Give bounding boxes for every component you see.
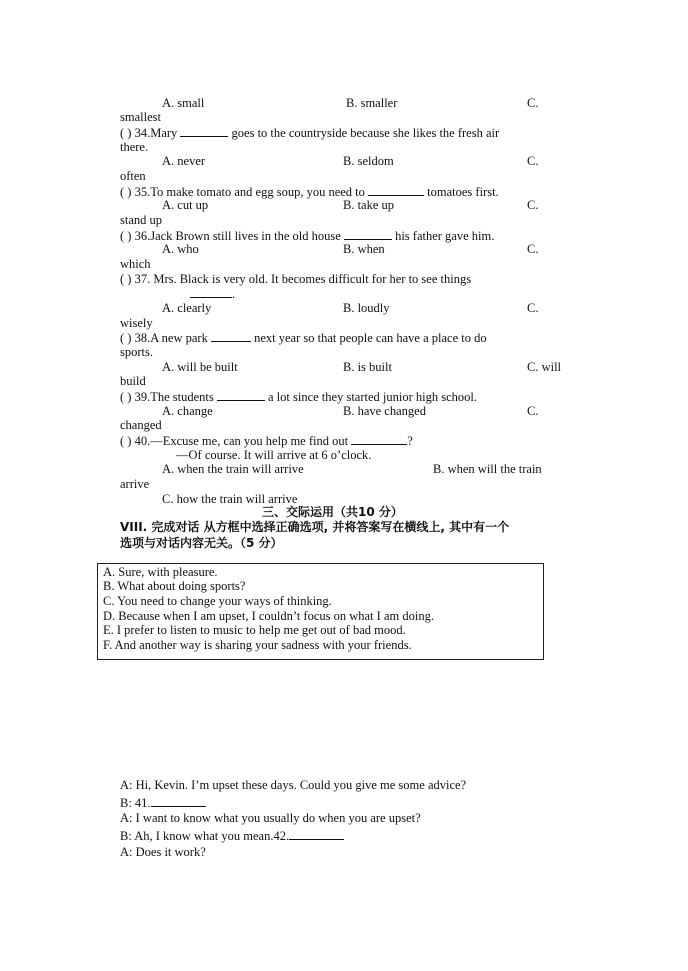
section-instruction-line1: VIII. 完成对话 从方框中选择正确选项, 并将答案写在横线上, 其中有一个 — [120, 520, 510, 534]
q38-stem: ( ) 38.A new park next year so that people can have a place to do — [120, 331, 487, 345]
q36-stem: ( ) 36.Jack Brown still lives in the old house his father gave him. — [120, 229, 495, 243]
q35-option-c-wrap: stand up — [120, 213, 163, 227]
dialogue-line-3: A: I want to know what you usually do when you are upset? — [120, 811, 421, 825]
q34-option-a: A. never — [162, 154, 206, 168]
q39-option-c-wrap: changed — [120, 418, 162, 432]
box-option-d: D. Because when I am upset, I couldn’t focus on what I am doing. — [103, 609, 434, 623]
q39-blank[interactable] — [217, 389, 265, 401]
q39-option-b: B. have changed — [343, 404, 426, 418]
q36-option-b: B. when — [343, 242, 385, 256]
q40-reply: —Of course. It will arrive at 6 o’clock. — [176, 448, 372, 462]
options-box — [97, 563, 544, 660]
q38-option-b: B. is built — [343, 360, 392, 374]
dialogue-line-5: A: Does it work? — [120, 845, 206, 859]
q34-stem-cont: there. — [120, 140, 149, 154]
q40-option-a: A. when the train will arrive — [162, 462, 304, 476]
q34-option-c: C. — [527, 154, 539, 168]
q39-option-a: A. change — [162, 404, 213, 418]
dialogue-line-2: B: 41. — [120, 795, 206, 811]
q38-option-c-wrap: build — [120, 374, 146, 388]
box-option-a: A. Sure, with pleasure. — [103, 565, 218, 579]
q39-option-c: C. — [527, 404, 539, 418]
q40-stem: ( ) 40.—Excuse me, can you help me find out ? — [120, 434, 413, 448]
q34-blank[interactable] — [180, 125, 228, 137]
q33-option-c-wrap: smallest — [120, 110, 161, 124]
q33-option-a: A. small — [162, 96, 205, 110]
q35-option-c: C. — [527, 198, 539, 212]
box-option-b: B. What about doing sports? — [103, 579, 246, 593]
q34-option-c-wrap: often — [120, 169, 146, 183]
q34-stem: ( ) 34.Mary goes to the countryside because she likes the fresh air — [120, 126, 500, 140]
q36-option-c: C. — [527, 242, 539, 256]
q38-blank[interactable] — [211, 330, 251, 342]
dialogue-line-4: B: Ah, I know what you mean.42. — [120, 828, 344, 844]
section-heading: 三、交际运用（共10 分） — [262, 505, 403, 519]
answer-42-blank[interactable] — [289, 828, 344, 840]
q33-option-b: B. smaller — [346, 96, 398, 110]
q37-option-c: C. — [527, 301, 539, 315]
q37-stem-cont: . — [190, 286, 235, 302]
q36-option-a: A. who — [162, 242, 199, 256]
q37-stem: ( ) 37. Mrs. Black is very old. It becomes difficult for her to see things — [120, 272, 472, 286]
answer-41-blank[interactable] — [151, 795, 206, 807]
q39-stem: ( ) 39.The students a lot since they started junior high school. — [120, 390, 477, 404]
q35-option-b: B. take up — [343, 198, 395, 212]
q33-option-c: C. — [527, 96, 539, 110]
q40-blank[interactable] — [351, 433, 407, 445]
q38-option-c: C. will — [527, 360, 562, 374]
q37-option-c-wrap: wisely — [120, 316, 153, 330]
q37-option-b: B. loudly — [343, 301, 390, 315]
q35-option-a: A. cut up — [162, 198, 209, 212]
q34-option-b: B. seldom — [343, 154, 394, 168]
q35-blank[interactable] — [368, 184, 424, 196]
q37-blank[interactable] — [190, 286, 232, 298]
q40-option-c: C. how the train will arrive — [162, 492, 298, 506]
dialogue-line-1: A: Hi, Kevin. I’m upset these days. Could you give me some advice? — [120, 778, 467, 792]
q37-option-a: A. clearly — [162, 301, 212, 315]
q38-option-a: A. will be built — [162, 360, 238, 374]
box-option-f: F. And another way is sharing your sadness with your friends. — [103, 638, 412, 652]
box-option-e: E. I prefer to listen to music to help me get out of bad mood. — [103, 623, 406, 637]
q36-blank[interactable] — [344, 228, 392, 240]
q40-option-b: B. when will the train — [433, 462, 542, 476]
q38-stem-cont: sports. — [120, 345, 153, 359]
section-instruction-line2: 选项与对话内容无关。（5 分） — [120, 536, 283, 550]
box-option-c: C. You need to change your ways of thinking. — [103, 594, 332, 608]
q35-stem: ( ) 35.To make tomato and egg soup, you need to tomatoes first. — [120, 185, 499, 199]
q40-option-b-wrap: arrive — [120, 477, 150, 491]
q36-option-c-wrap: which — [120, 257, 151, 271]
